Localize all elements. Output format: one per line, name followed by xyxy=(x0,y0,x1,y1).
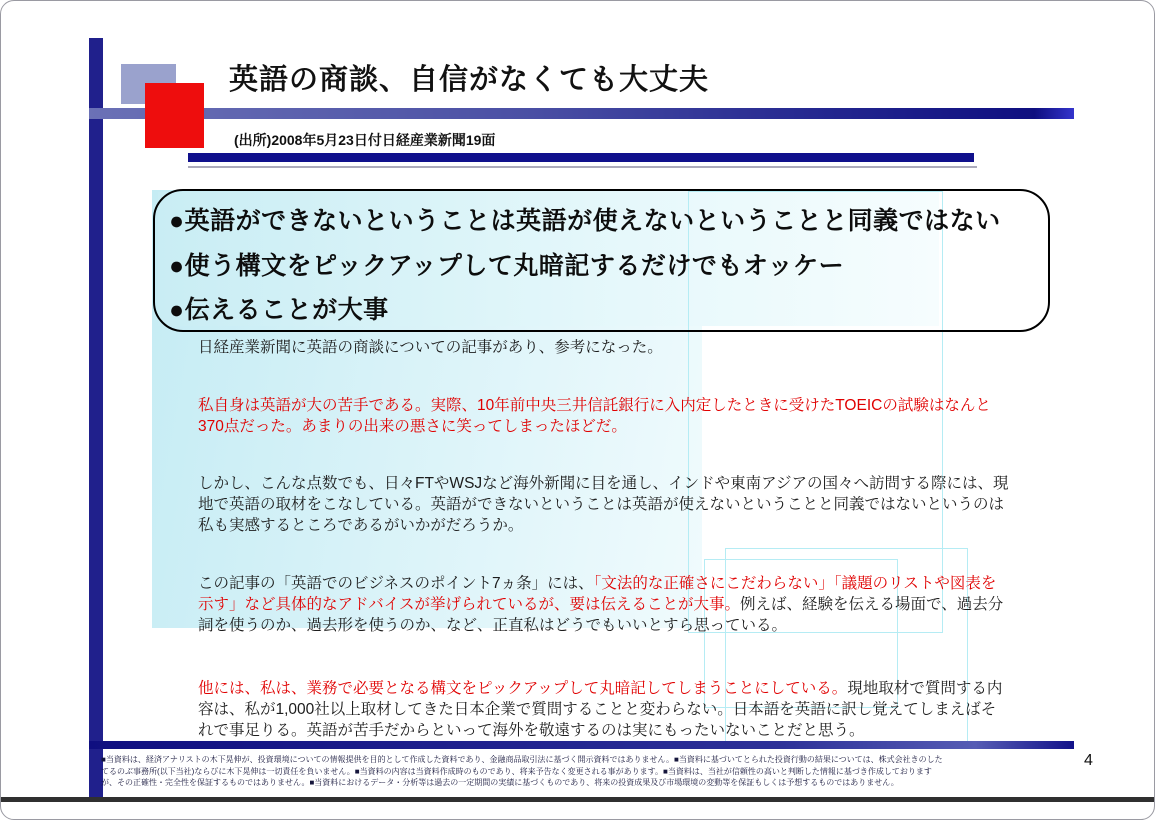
subheader-underline xyxy=(188,166,977,168)
paragraph-memorize xyxy=(198,678,1010,741)
bottom-rule-bar xyxy=(1,797,1155,802)
disclaimer-line-2: てるのぶ事務所(以下当社)ならびに木下晃伸は一切責任を負いません。■当資料の内容は当資料作成時のものであり、将来予告なく変更される事があります。■当資料は、当社が信頼性の高いと判断した情報に基づき作成しております xyxy=(101,766,932,776)
disclaimer-line-1: ■当資料は、経済アナリストの木下晃伸が、投資環境についての情報提供を目的として作成した資料であり、金融商品取引法に基づく開示資料ではありません。■当資料に基づいてとられた投資行動の結果については、株式会社きのした xyxy=(101,755,943,764)
paragraph-toeic: 私自身は英語が大の苦手である。実際、10年前中央三井信託銀行に入内定したときに受けたTOEICの試験はなんと370点だった。あまりの出来の悪さに笑ってしまったほどだ。 xyxy=(198,397,991,435)
keypoint-3: ●伝えることが大事 xyxy=(169,296,389,324)
keypoint-2: ●使う構文をピックアップして丸暗記するだけでもオッケー xyxy=(169,252,845,280)
slide-title: 英語の商談、自信がなくても大丈夫 xyxy=(229,64,710,96)
left-accent-bar xyxy=(89,38,103,797)
footer-gradient-bar xyxy=(89,741,1074,749)
p4-black-tail: 例えば、経験を伝える場面で、過去分詞を使うのか、過去形を使うのか、など、正直私はどうでもいいとすら思っている。 xyxy=(198,596,1004,634)
header-gradient-bar xyxy=(89,108,1074,119)
source-line: (出所)2008年5月23日付日経産業新聞19面 xyxy=(234,132,496,148)
disclaimer-line-3: が、その正確性・完全性を保証するものではありません。■当資料におけるデータ・分析等は過去の一定期間の実績に基づくものであり、将来の投資成果及び市場環境の変動等を保証もしくは予想するものではありません。 xyxy=(101,778,899,787)
page-number: 4 xyxy=(1084,752,1093,769)
p5-black-tail: 現地取材で質問する内容は、私が1,000社以上取材してきた日本企業で質問することと変わらない。日本語を英語に訳し覚えてしまえばそれで事足りる。英語が苦手だからといって海外を敬遠するのは実にもったいないことだと思う。 xyxy=(198,680,1003,739)
subheader-navy-bar xyxy=(188,153,974,162)
p5-red-lead: 他には、私は、業務で必要となる構文をピックアップして丸暗記してしまうことにしている。 xyxy=(198,680,848,697)
paragraph-experience: しかし、こんな点数でも、日々FTやWSJなど海外新聞に目を通し、インドや東南アジアの国々へ訪問する際には、現地で英語の取材をこなしている。英語ができないということは英語が使えないということと同義ではないというのは私も実感するところであるがいかがだろうか。 xyxy=(198,475,1009,534)
red-square-accent xyxy=(145,83,204,148)
p4-black-lead: この記事の「英語でのビジネスのポイント7ヵ条」には、 xyxy=(198,575,594,592)
p4-red-advice: 「文法的な正確さにこだわらない」「議題のリストや図表を示す」など具体的なアドバイスが挙げられているが、要は伝えることが大事。 xyxy=(198,575,997,613)
disclaimer-block xyxy=(101,754,996,789)
paragraph-article-advice xyxy=(198,573,1010,636)
paragraph-intro: 日経産業新聞に英語の商談についての記事があり、参考になった。 xyxy=(198,339,663,356)
keypoint-1: ●英語ができないということは英語が使えないということと同義ではない xyxy=(169,207,1001,235)
